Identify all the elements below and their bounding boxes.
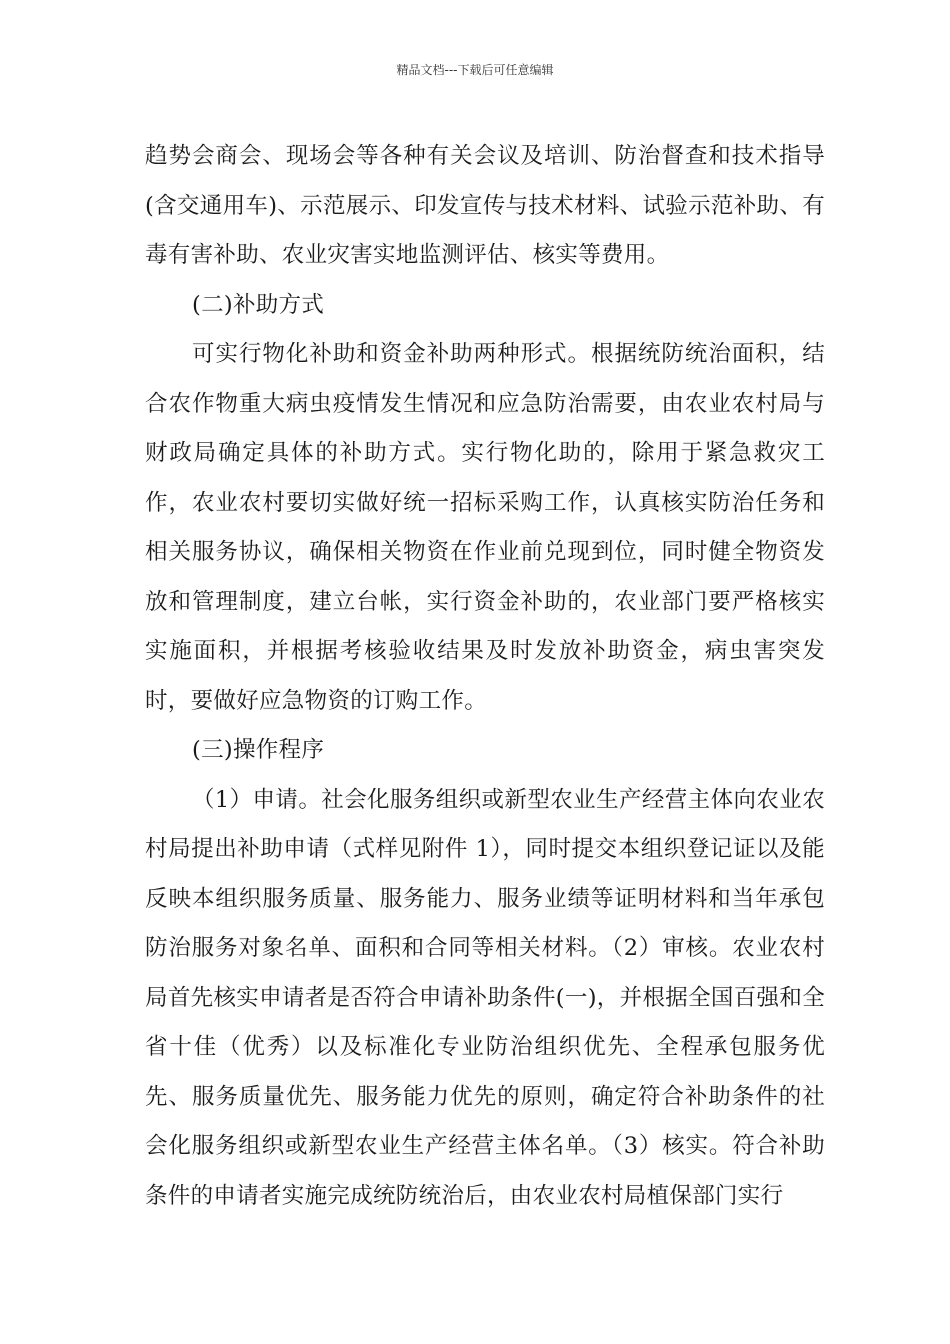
- document-body: [145, 132, 825, 1221]
- paragraph-fees-continued: 趋势会商会、现场会等各种有关会议及培训、防治督查和技术指导(含交通用车)、示范展示、印发宣传与技术材料、试验示范补助、有毒有害补助、农业灾害实地监测评估、核实等费用。: [145, 143, 825, 268]
- page-header: 精品文档---下载后可任意编辑: [396, 63, 554, 77]
- paragraph-subsidy-method: 可实行物化补助和资金补助两种形式。根据统防统治面积，结合农作物重大病虫疫情发生情况和应急防治需要，由农业农村局与财政局确定具体的补助方式。实行物化助的，除用于紧急救灾工作，农业农村要切实做好统一招标采购工作，认真核实防治任务和相关服务协议，确保相关物资在作业前兑现到位，同时健全物资发放和管理制度，建立台帐，实行资金补助的，农业部门要严格核实实施面积，并根据考核验收结果及时发放补助资金，病虫害突发时，要做好应急物资的订购工作。: [145, 341, 825, 714]
- paragraph-procedure: （1）申请。社会化服务组织或新型农业生产经营主体向农业农村局提出补助申请（式样见附件 1），同时提交本组织登记证以及能反映本组织服务质量、服务能力、服务业绩等证明材料和当年承包防治服务对象名单、面积和合同等相关材料。（2）审核。农业农村局首先核实申请者是否符合申请补助条件(一)，并根据全国百强和全省十佳（优秀）以及标准化专业防治组织优先、全程承包服务优先、服务质量优先、服务能力优先的原则，确定符合补助条件的社会化服务组织或新型农业生产经营主体名单。（3）核实。符合补助条件的申请者实施完成统防统治后，由农业农村局植保部门实行: [145, 786, 825, 1209]
- section-heading-subsidy-method: (二)补助方式: [192, 291, 325, 318]
- section-heading-procedure: (三)操作程序: [192, 737, 325, 763]
